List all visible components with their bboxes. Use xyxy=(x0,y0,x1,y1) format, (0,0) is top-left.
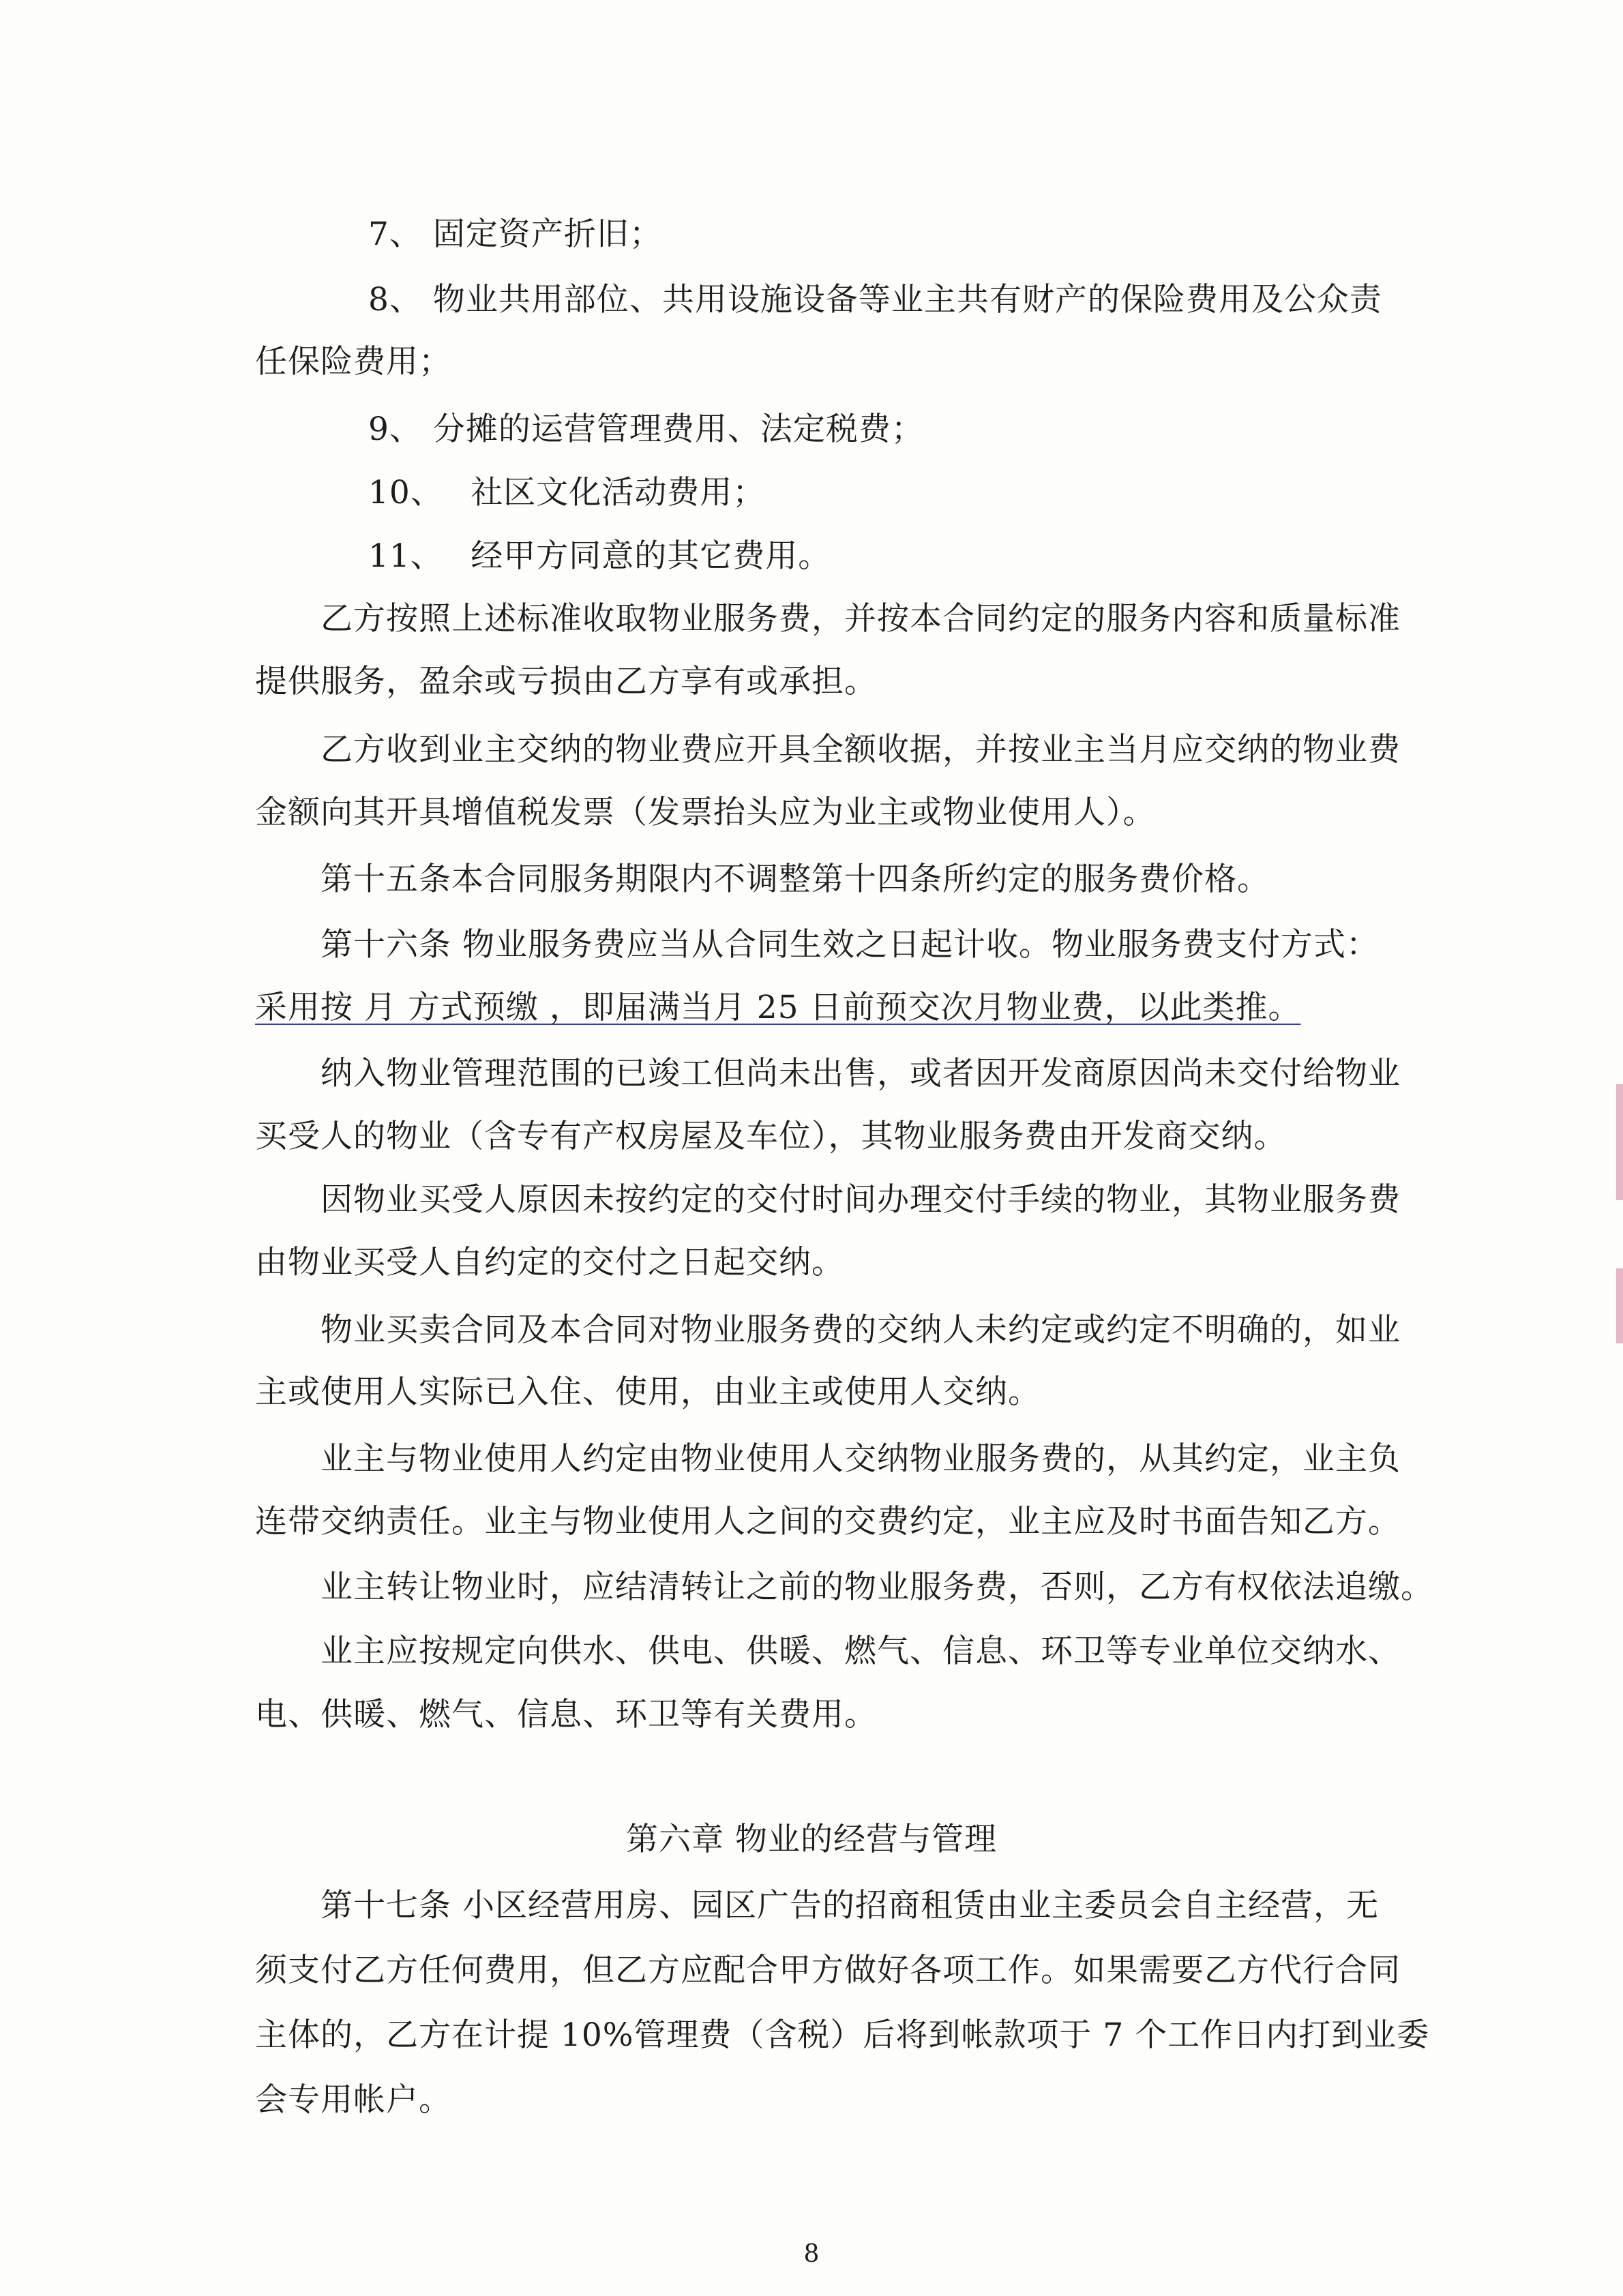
article-17: 第十七条 小区经营用房、园区广告的招商租赁由业主委员会自主经营，无 xyxy=(321,1887,1379,1924)
paragraph-line: 金额向其开具增值税发票（发票抬头应为业主或物业使用人）。 xyxy=(255,794,1156,831)
paragraph-line: 业主应按规定向供水、供电、供暖、燃气、信息、环卫等专业单位交纳水、 xyxy=(321,1632,1401,1670)
list-item: 11、 经甲方同意的其它费用。 xyxy=(368,537,831,575)
list-item: 8、 物业共用部位、共用设施设备等业主共有财产的保险费用及公众责 xyxy=(368,281,1382,318)
paragraph-line: 由物业买受人自约定的交付之日起交纳。 xyxy=(255,1244,844,1281)
seal-edge-mark xyxy=(1616,1084,1623,1200)
page-number: 8 xyxy=(803,2240,820,2268)
paragraph-line: 连带交纳责任。业主与物业使用人之间的交费约定，业主应及时书面告知乙方。 xyxy=(255,1503,1401,1540)
paragraph-line: 纳入物业管理范围的已竣工但尚未出售，或者因开发商原因尚未交付给物业 xyxy=(321,1055,1401,1092)
list-item: 10、 社区文化活动费用； xyxy=(368,474,766,511)
paragraph-line: 电、供暖、燃气、信息、环卫等有关费用。 xyxy=(255,1696,877,1733)
seal-edge-mark xyxy=(1616,1268,1623,1343)
paragraph-line: 业主转让物业时，应结清转让之前的物业服务费，否则，乙方有权依法追缴。 xyxy=(321,1568,1433,1606)
list-item-continuation: 任保险费用； xyxy=(255,343,451,381)
paragraph-line: 物业买卖合同及本合同对物业服务费的交纳人未约定或约定不明确的，如业 xyxy=(321,1311,1401,1349)
paragraph-line: 乙方收到业主交纳的物业费应开具全额收据，并按业主当月应交纳的物业费 xyxy=(321,731,1401,769)
article-16: 第十六条 物业服务费应当从合同生效之日起计收。物业服务费支付方式： xyxy=(321,926,1379,964)
paragraph-line: 买受人的物业（含专有产权房屋及车位），其物业服务费由开发商交纳。 xyxy=(255,1118,1287,1155)
paragraph-line: 提供服务，盈余或亏损由乙方享有或承担。 xyxy=(255,663,877,700)
list-item: 7、 固定资产折旧； xyxy=(368,215,662,253)
payment-method-underlined: 采用按 月 方式预缴 ，即届满当月 25 日前预交次月物业费，以此类推。 xyxy=(255,989,1301,1026)
paragraph-line: 会专用帐户。 xyxy=(255,2081,451,2119)
paragraph-line: 须支付乙方任何费用，但乙方应配合甲方做好各项工作。如果需要乙方代行合同 xyxy=(255,1952,1401,1989)
paragraph-line: 乙方按照上述标准收取物业服务费，并按本合同约定的服务内容和质量标准 xyxy=(321,600,1401,638)
paragraph-line: 主体的，乙方在计提 10%管理费（含税）后将到帐款项于 7 个工作日内打到业委 xyxy=(255,2016,1430,2054)
paragraph-line: 业主与物业使用人约定由物业使用人交纳物业服务费的，从其约定，业主负 xyxy=(321,1440,1401,1478)
article-15: 第十五条本合同服务期限内不调整第十四条所约定的服务费价格。 xyxy=(321,861,1270,898)
paragraph-line: 因物业买受人原因未按约定的交付时间办理交付手续的物业，其物业服务费 xyxy=(321,1181,1401,1219)
list-item: 9、 分摊的运营管理费用、法定税费； xyxy=(368,411,924,448)
chapter-heading: 第六章 物业的经营与管理 xyxy=(626,1821,997,1858)
paragraph-line: 主或使用人实际已入住、使用，由业主或使用人交纳。 xyxy=(255,1373,1041,1411)
